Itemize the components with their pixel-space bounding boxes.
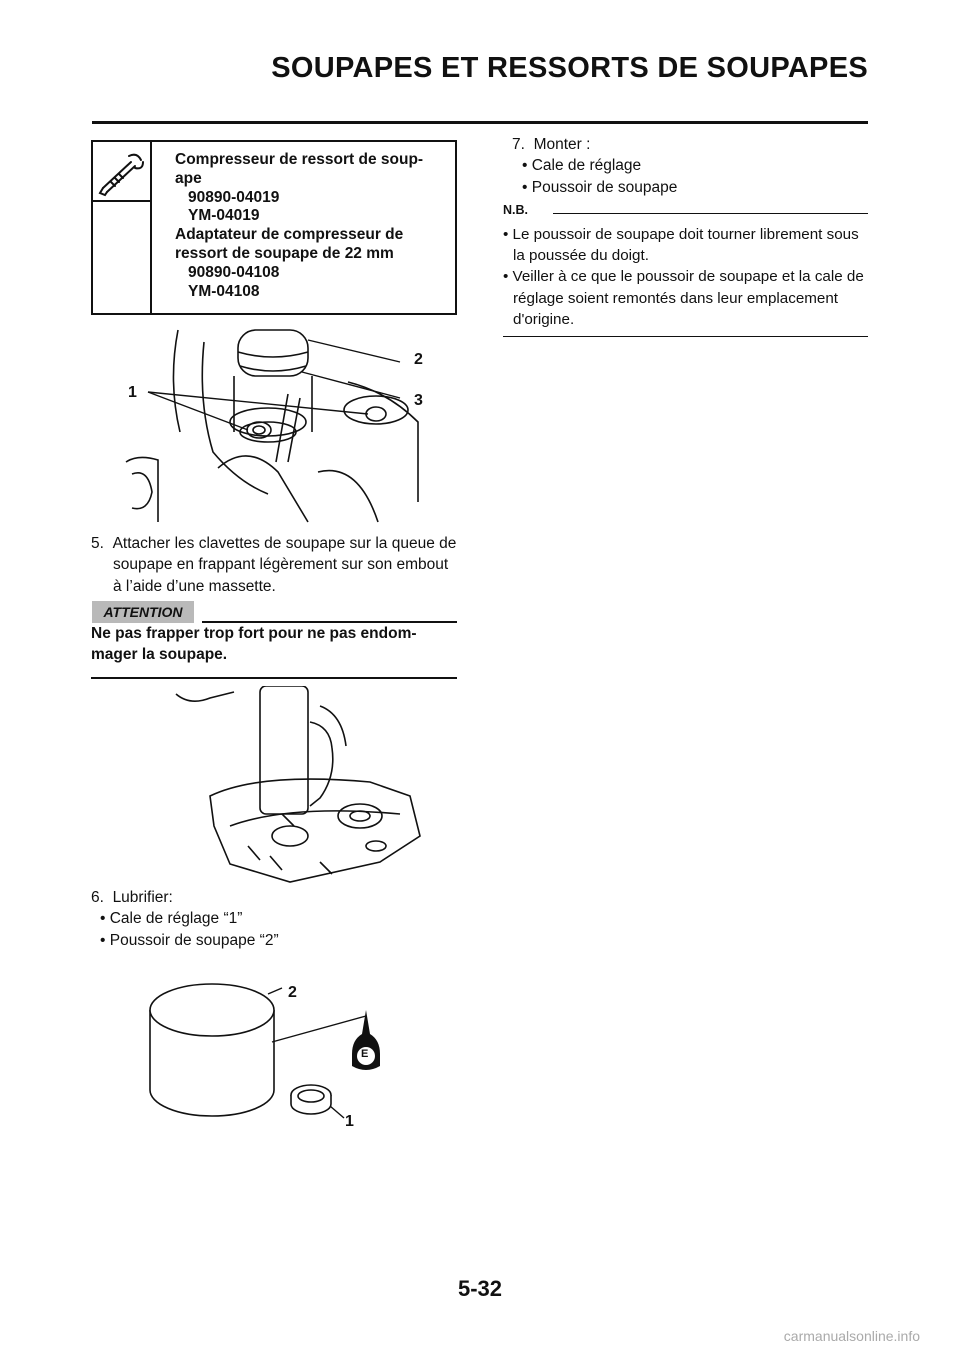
nb-rule-top <box>553 213 868 214</box>
step-5 <box>91 533 457 597</box>
special-tools-box <box>91 140 457 315</box>
nb-item: • Le poussoir de soupape doit tourner librement sous la poussée du doigt. <box>503 226 859 265</box>
special-tool-cell <box>93 142 152 202</box>
callout-2: 2 <box>414 351 423 368</box>
mallet-cylinder-head-illustration <box>170 686 442 888</box>
attention-rule-bottom <box>91 677 457 679</box>
nb-rule-bottom <box>503 336 868 337</box>
step-6 <box>91 887 457 951</box>
step-title: Monter : <box>533 136 591 153</box>
page-title: SOUPAPES ET RESSORTS DE SOUPAPES <box>271 52 868 84</box>
part-number: YM-04108 <box>188 282 260 300</box>
callout-2: 2 <box>288 984 297 1001</box>
engine-oil-label: E <box>361 1048 369 1060</box>
step-text: Attacher les clavettes de soupape sur la queue de soupape en frappant légèrement sur son embout à l’aide d’une massette. <box>112 535 457 595</box>
list-item: • Poussoir de soupape <box>522 178 678 196</box>
tool-line: ressort de soupape de 22 mm <box>175 244 394 262</box>
title-divider <box>92 121 868 124</box>
box-divider <box>150 200 152 315</box>
step-number: 5. <box>91 535 104 552</box>
callout-3: 3 <box>414 392 423 409</box>
valve-compressor-illustration <box>118 322 438 532</box>
step-title: Lubrifier: <box>112 889 173 906</box>
nb-item: • Veiller à ce que le poussoir de soupape et la cale de réglage soient remontés dans leur emplacement d'origine. <box>503 268 864 328</box>
nb-list <box>503 224 871 330</box>
callout-1: 1 <box>128 384 137 401</box>
part-number: 90890-04019 <box>188 188 280 206</box>
part-number: 90890-04108 <box>188 263 280 281</box>
attention-text: Ne pas frapper trop fort pour ne pas endom-mager la soupape. <box>91 625 417 664</box>
nb-label: N.B. <box>503 203 528 217</box>
callout-1: 1 <box>345 1113 354 1130</box>
list-item: • Cale de réglage <box>522 157 642 175</box>
step-number: 7. <box>512 136 525 153</box>
list-item: • Poussoir de soupape “2” <box>100 931 279 949</box>
special-tool-icon <box>93 142 150 200</box>
part-number: YM-04019 <box>188 207 260 225</box>
page-number: 5-32 <box>457 1276 503 1301</box>
tool-list <box>175 151 459 301</box>
step-number: 6. <box>91 889 104 906</box>
list-item: • Cale de réglage “1” <box>100 910 243 928</box>
tool-line: ape <box>175 169 202 187</box>
tool-line: Adaptateur de compresseur de <box>175 226 404 244</box>
tool-line: Compresseur de ressort de soup- <box>175 151 424 168</box>
attention-badge: ATTENTION <box>92 601 194 623</box>
step-7 <box>503 134 869 198</box>
watermark: carmanualsonline.info <box>783 1328 920 1344</box>
